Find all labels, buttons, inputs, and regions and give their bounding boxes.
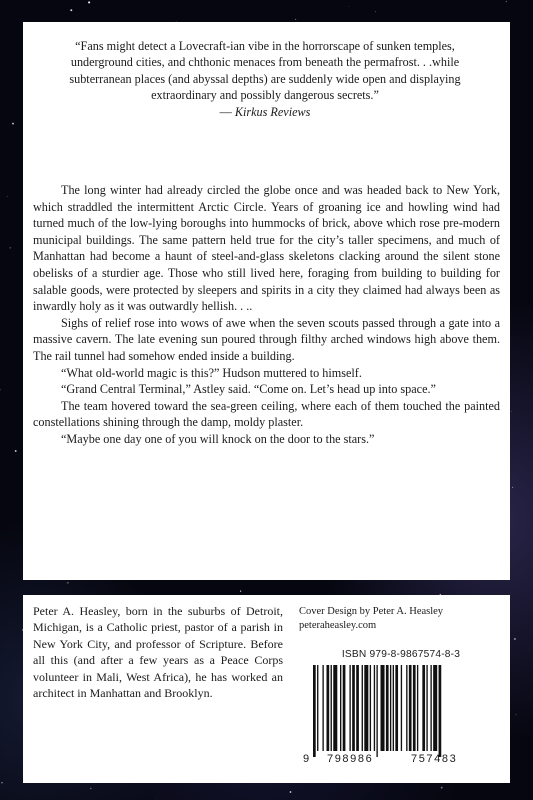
barcode-bar xyxy=(331,665,332,751)
barcode-bar xyxy=(433,665,437,751)
barcode-bar xyxy=(370,665,371,751)
excerpt-paragraph: The team hovered toward the sea-green ceiling, where each of them touched the painted constellations shining through the damp, moldy plaster. xyxy=(33,398,500,430)
star xyxy=(506,1,507,2)
star xyxy=(348,6,349,7)
star xyxy=(515,714,516,715)
cover-credit xyxy=(299,605,499,633)
isbn-label: ISBN 979-8-9867574-8-3 xyxy=(341,649,461,660)
barcode-bar xyxy=(317,665,318,751)
barcode-bar xyxy=(333,665,337,751)
barcode-bar xyxy=(376,665,377,757)
star xyxy=(70,9,72,11)
isbn-barcode xyxy=(301,649,501,769)
excerpt-paragraph: Sighs of relief rose into wows of awe when the seven scouts passed through a gate into a massive cavern. The late evening sun poured through filthy arched windows high above them. The rail tunnel had somehow ended inside a building. xyxy=(33,315,500,363)
barcode-lead-digit: 9 xyxy=(303,753,311,765)
star xyxy=(90,788,91,789)
star xyxy=(0,389,1,390)
star xyxy=(240,591,241,592)
barcode-bar xyxy=(362,665,363,751)
barcode-bar xyxy=(386,665,389,751)
star xyxy=(1,782,3,784)
barcode-bar xyxy=(395,665,398,751)
excerpt-paragraph: “What old-world magic is this?” Hudson muttered to himself. xyxy=(61,365,362,380)
barcode-bar xyxy=(406,665,407,751)
star xyxy=(295,19,296,20)
review-quote-text: “Fans might detect a Lovecraft-ian vibe in the horrorscape of sunken temples, underground cities, and chthonic menaces from beneath the permafrost. . .while subterranean places (and abyssal depths) are suddenly wide open and displaying extraordinary and possibly dangerous secrets.” xyxy=(69,39,461,103)
author-panel xyxy=(23,595,510,783)
star xyxy=(88,1,90,3)
back-cover-text-panel xyxy=(23,22,510,580)
barcode-bar xyxy=(417,665,418,751)
review-attribution: — Kirkus Reviews xyxy=(219,104,311,119)
barcode-bar xyxy=(374,665,375,751)
barcode-bar xyxy=(426,665,427,751)
star xyxy=(290,791,292,793)
barcode-bar xyxy=(364,665,368,751)
star xyxy=(511,411,512,412)
barcode-bar xyxy=(349,665,350,751)
barcode-bar xyxy=(356,665,359,751)
star xyxy=(15,450,17,452)
barcode-right-digits: 757483 xyxy=(411,753,458,765)
excerpt-paragraph: “Maybe one day one of you will knock on the door to the stars.” xyxy=(61,431,375,446)
star xyxy=(514,638,516,640)
barcode-bar xyxy=(340,665,341,751)
barcode-bar xyxy=(439,665,442,757)
barcode-bar xyxy=(422,665,425,751)
star xyxy=(67,582,69,584)
barcode-bar xyxy=(313,665,316,757)
star xyxy=(7,196,8,197)
barcode-bar xyxy=(390,665,391,751)
star xyxy=(375,11,376,12)
book-excerpt xyxy=(33,182,500,448)
star xyxy=(441,787,443,789)
barcode-bar xyxy=(352,665,355,751)
star xyxy=(157,799,158,800)
author-bio: Peter A. Heasley, born in the suburbs of Detroit, Michigan, is a Catholic priest, pastor of a parish in New York City, and professor of Scripture. Before all this (and after a few years as a Peace Corps volunteer in Mali, West Africa), he has worked an architect in Manhattan and Brooklyn. xyxy=(33,604,283,701)
barcode-bars xyxy=(313,665,489,757)
barcode-bar xyxy=(393,665,394,751)
author-website[interactable]: peteraheasley.com xyxy=(299,620,377,631)
star xyxy=(9,247,11,249)
barcode-bar xyxy=(327,665,330,751)
review-source: Kirkus Reviews xyxy=(234,104,311,119)
barcode-bar xyxy=(343,665,346,751)
excerpt-paragraph: “Grand Central Terminal,” Astley said. “Come on. Let’s head up into space.” xyxy=(61,382,436,397)
review-quote xyxy=(45,38,485,120)
barcode-bar xyxy=(322,665,323,751)
barcode-bar xyxy=(409,665,412,751)
star xyxy=(12,123,14,125)
barcode-bar xyxy=(430,665,431,751)
excerpt-paragraph: The long winter had already circled the globe once and was headed back to New York, which straddled the intermittent Arctic Circle. Years of groaning ice and howling wind had turned much of the low-lying boroughs into hummocks of brick, above which rose pre-modern municipal buildings. The same pattern held true for the city’s taller specimens, and much of Manhattan had become a haunt of steel-and-glass skeletons clacking around the silent stone obelisks of a sturdier age. Those who still lived here, foraging from building to building for salable goods, were protected by sleepers and spirits in a city they claimed had always been as inwardly holy as it was outwardly hellish. . .. xyxy=(33,183,500,314)
barcode-left-digits: 798986 xyxy=(327,753,374,765)
star xyxy=(512,487,513,488)
barcode-bar xyxy=(401,665,402,751)
cover-design-credit: Cover Design by Peter A. Heasley xyxy=(299,606,444,617)
barcode-bar xyxy=(381,665,385,751)
barcode-bar xyxy=(413,665,416,751)
